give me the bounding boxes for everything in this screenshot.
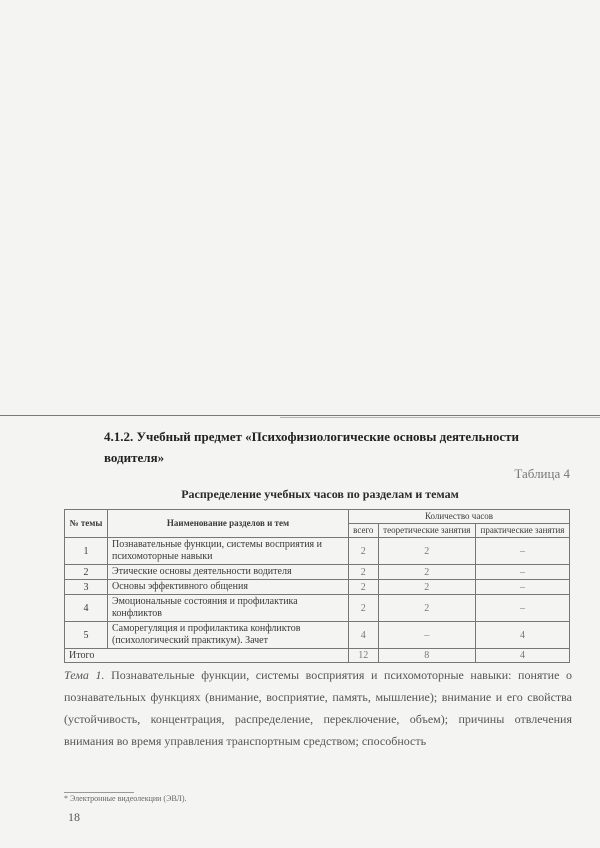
row-theory: 2 (378, 595, 475, 622)
row-total: 4 (349, 622, 379, 649)
row-topic-name: Этические основы деятельности водителя (108, 565, 349, 580)
row-topic-name: Познавательные функции, системы восприятия и психомоторные навыки (108, 538, 349, 565)
row-number: 4 (65, 595, 108, 622)
row-theory: 2 (378, 565, 475, 580)
total-theory: 8 (378, 649, 475, 663)
header-total: всего (349, 524, 379, 538)
row-topic-name: Саморегуляция и профилактика конфликтов (психологический практикум). Зачет (108, 622, 349, 649)
topic-1-paragraph (64, 664, 572, 752)
total-practice: 4 (476, 649, 570, 663)
table-header-row (65, 510, 570, 524)
row-number: 2 (65, 565, 108, 580)
row-theory: 2 (378, 538, 475, 565)
row-practice: – (476, 580, 570, 595)
header-hours-count: Количество часов (349, 510, 570, 524)
hours-table (64, 509, 570, 663)
table-caption: Таблица 4 (514, 466, 570, 481)
top-divider (0, 415, 600, 416)
row-number: 3 (65, 580, 108, 595)
row-number: 1 (65, 538, 108, 565)
total-label: Итого (65, 649, 349, 663)
row-total: 2 (349, 538, 379, 565)
table-row (65, 622, 570, 649)
table-row (65, 595, 570, 622)
row-practice: – (476, 538, 570, 565)
header-topic-number: № темы (65, 510, 108, 538)
row-topic-name: Эмоциональные состояния и профилактика конфликтов (108, 595, 349, 622)
footnote: * Электронные видеолекции (ЭВЛ). (64, 794, 187, 803)
header-topic-name: Наименование разделов и тем (108, 510, 349, 538)
row-theory: 2 (378, 580, 475, 595)
row-topic-name: Основы эффективного общения (108, 580, 349, 595)
row-theory: – (378, 622, 475, 649)
row-practice: 4 (476, 622, 570, 649)
topic-1-text: Познавательные функции, системы восприятия и психомоторные навыки: понятие о познавательных функциях (внимание, восприятие, память, мышление); внимание и его свойства (устойчивость, концентрация, распределение, переключение, объем); причины отвлечения внимания во время управления транспортным средством; способность (64, 668, 573, 748)
row-practice: – (476, 565, 570, 580)
section-title: 4.1.2. Учебный предмет «Психофизиологические основы деятельности водителя» (104, 429, 519, 465)
footnote-divider (64, 792, 134, 793)
row-total: 2 (349, 595, 379, 622)
table-row (65, 580, 570, 595)
top-divider-secondary (280, 417, 600, 418)
table-title: Распределение учебных часов по разделам и темам (181, 487, 459, 501)
table-row (65, 565, 570, 580)
row-number: 5 (65, 622, 108, 649)
header-theory: теоретические занятия (378, 524, 475, 538)
page-number: 18 (68, 810, 80, 824)
total-hours: 12 (349, 649, 379, 663)
row-total: 2 (349, 565, 379, 580)
topic-1-lead: Тема 1. (64, 668, 105, 682)
row-total: 2 (349, 580, 379, 595)
table-row (65, 538, 570, 565)
table-total-row (65, 649, 570, 663)
row-practice: – (476, 595, 570, 622)
header-practice: практические занятия (476, 524, 570, 538)
